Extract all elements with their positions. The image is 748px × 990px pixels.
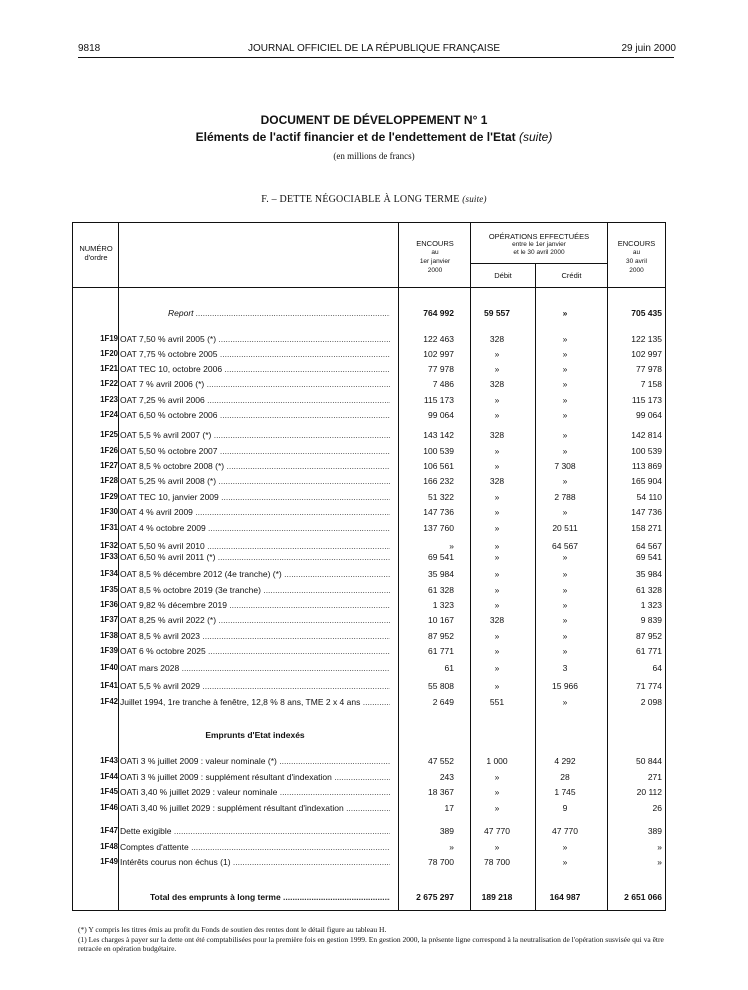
row-encours-start: 7 486 [432, 379, 454, 389]
row-encours-end: 142 814 [631, 430, 662, 440]
header-operations-l1: OPÉRATIONS EFFECTUÉES [488, 232, 590, 241]
row-encours-end: 69 541 [636, 552, 662, 562]
row-encours-end: 20 112 [636, 787, 662, 797]
row-encours-end: 2 098 [640, 697, 662, 707]
row-encours-start: 166 232 [423, 476, 454, 486]
header-encours-end [608, 239, 665, 275]
row-encours-end: 271 [647, 772, 662, 782]
header-encours-start-l1: ENCOURS [416, 239, 454, 248]
table-row [72, 857, 666, 870]
row-debit: » [494, 803, 500, 813]
row-code: 1F33 [100, 552, 118, 561]
row-code: 1F34 [100, 569, 118, 578]
row-code: 1F41 [100, 681, 118, 690]
row-encours-start: 115 173 [423, 395, 454, 405]
table-row [72, 756, 666, 769]
row-label: Intérêts courus non échus (1) ..... [120, 857, 390, 867]
row-encours-start: 18 367 [428, 787, 454, 797]
row-encours-start: 55 808 [428, 681, 454, 691]
row-encours-end: 122 135 [631, 334, 662, 344]
row-encours-start: 51 322 [428, 492, 454, 502]
row-label: OAT TEC 10, octobre 2006 ..... [120, 364, 390, 374]
row-debit: » [494, 631, 500, 641]
row-encours-start: 1 323 [432, 600, 454, 610]
header-operations-l3: et le 30 avril 2000 [513, 249, 565, 256]
header-encours-start [400, 239, 470, 275]
row-credit: » [562, 379, 568, 389]
header-rule [78, 57, 674, 58]
table-row [72, 461, 666, 474]
row-encours-start: 2 675 297 [416, 892, 454, 902]
row-encours-start: 61 771 [428, 646, 454, 656]
row-label: OAT 5,25 % avril 2008 (*) ..... [120, 476, 390, 486]
row-code: 1F32 [100, 541, 118, 550]
row-label: OAT 7,50 % avril 2005 (*) ..... [120, 334, 390, 344]
document-title: DOCUMENT DE DÉVELOPPEMENT N° 1 [260, 113, 488, 127]
row-credit: 47 770 [552, 826, 578, 836]
row-code: 1F48 [100, 842, 118, 851]
table-row [72, 552, 666, 565]
table-row [72, 523, 666, 536]
row-debit: 59 557 [484, 308, 510, 318]
row-label: OAT 5,5 % avril 2007 (*) ..... [120, 430, 390, 440]
table-row [72, 492, 666, 505]
subtitle-suffix: (suite) [518, 130, 553, 144]
header-credit: Crédit [561, 271, 582, 280]
row-code: 1F39 [100, 646, 118, 655]
table-row [72, 803, 666, 816]
row-encours-end: 87 952 [636, 631, 662, 641]
row-encours-start: 243 [439, 772, 454, 782]
row-debit: » [494, 663, 500, 673]
row-credit: 9 [562, 803, 568, 813]
header-encours-end-l4: 2000 [629, 267, 644, 274]
row-label: OAT 5,50 % avril 2010 ..... [120, 541, 390, 551]
row-label: Comptes d'attente ..... [120, 842, 390, 852]
header-numero-line1: NUMÉRO [79, 244, 113, 253]
journal-title: JOURNAL OFFICIEL DE LA RÉPUBLIQUE FRANÇAISE [247, 43, 501, 54]
row-encours-start: 77 978 [428, 364, 454, 374]
row-encours-end: 61 771 [636, 646, 662, 656]
row-debit: » [494, 523, 500, 533]
row-debit: 1 000 [486, 756, 508, 766]
subheading-indexed-loans: Emprunts d'Etat indexés [205, 730, 305, 740]
row-credit: » [562, 395, 568, 405]
row-encours-start: 47 552 [428, 756, 454, 766]
table-bottom-border [72, 910, 666, 911]
header-numero-line2: d'ordre [84, 253, 108, 262]
row-encours-end: 100 539 [631, 446, 662, 456]
row-encours-start: 61 328 [428, 585, 454, 595]
row-credit: » [562, 334, 568, 344]
row-label: OAT 4 % octobre 2009 ..... [120, 523, 390, 533]
subtitle-text: Eléments de l'actif financier et de l'endettement de l'Etat [195, 130, 516, 144]
header-encours-end-l2: au [632, 249, 641, 256]
row-credit: 3 [562, 663, 568, 673]
section-suffix: (suite) [462, 194, 487, 204]
row-credit: » [562, 569, 568, 579]
table-row [72, 842, 666, 855]
row-encours-start: 10 167 [428, 615, 454, 625]
row-label: OATi 3 % juillet 2009 : supplément résultant d'indexation ..... [120, 772, 390, 782]
row-credit: 28 [560, 772, 570, 782]
table-header-border [72, 287, 666, 288]
row-code: 1F28 [100, 476, 118, 485]
row-code: 1F47 [100, 826, 118, 835]
row-encours-end: 389 [647, 826, 662, 836]
row-encours-end: » [657, 857, 662, 867]
table-row [72, 663, 666, 676]
row-credit: 15 966 [552, 681, 578, 691]
table-row [72, 697, 666, 710]
operations-split-rule [470, 263, 607, 264]
row-encours-start: 106 561 [423, 461, 454, 471]
row-encours-start: 17 [444, 803, 454, 813]
row-encours-start: 2 649 [432, 697, 454, 707]
row-credit: » [562, 476, 568, 486]
row-credit: » [562, 631, 568, 641]
row-label: OAT 8,25 % avril 2022 (*) ..... [120, 615, 390, 625]
row-code: 1F49 [100, 857, 118, 866]
row-credit: » [562, 410, 568, 420]
row-debit: » [494, 585, 500, 595]
row-label: OATi 3,40 % juillet 2029 : valeur nominale ..... [120, 787, 390, 797]
row-debit: » [494, 364, 500, 374]
table-row [72, 772, 666, 785]
table-row [72, 681, 666, 694]
table-subheading-row [72, 730, 666, 743]
row-encours-end: 99 064 [636, 410, 662, 420]
row-label: OAT 6,50 % avril 2011 (*) ..... [120, 552, 390, 562]
row-label: OAT 6,50 % octobre 2006 ..... [120, 410, 390, 420]
row-credit: » [562, 349, 568, 359]
row-debit: » [494, 842, 500, 852]
row-encours-end: 35 984 [636, 569, 662, 579]
row-encours-end: 165 904 [631, 476, 662, 486]
row-encours-end: 50 844 [636, 756, 662, 766]
row-code: 1F20 [100, 349, 118, 358]
row-encours-end: 54 110 [636, 492, 662, 502]
row-encours-start: » [449, 541, 454, 551]
row-encours-start: 147 736 [423, 507, 454, 517]
publication-date: 29 juin 2000 [621, 43, 676, 54]
row-code: 1F21 [100, 364, 118, 373]
row-label: OAT 6 % octobre 2025 ..... [120, 646, 390, 656]
row-label: OAT 8,5 % décembre 2012 (4e tranche) (*) ..... [120, 569, 390, 579]
row-debit: » [494, 395, 500, 405]
table-row [72, 787, 666, 800]
section-text: F. – DETTE NÉGOCIABLE À LONG TERME [261, 194, 460, 205]
row-code: 1F29 [100, 492, 118, 501]
row-code: 1F42 [100, 697, 118, 706]
header-operations-l2: entre le 1er janvier [512, 241, 566, 248]
row-debit: » [494, 446, 500, 456]
row-encours-start: 99 064 [428, 410, 454, 420]
header-encours-start-l2: au [431, 249, 439, 256]
table-row [72, 379, 666, 392]
row-label: OAT TEC 10, janvier 2009 ..... [120, 492, 390, 502]
row-credit: 20 511 [552, 523, 578, 533]
row-label: OATi 3 % juillet 2009 : valeur nominale (*) ..... [120, 756, 390, 766]
header-debit: Débit [494, 271, 512, 280]
row-credit: » [562, 615, 568, 625]
row-credit: » [562, 430, 568, 440]
row-encours-end: 2 651 066 [624, 892, 662, 902]
row-code: 1F35 [100, 585, 118, 594]
row-label: OAT 9,82 % décembre 2019 ..... [120, 600, 390, 610]
row-code: 1F30 [100, 507, 118, 516]
row-code: 1F31 [100, 523, 118, 532]
row-debit: 328 [489, 379, 505, 389]
header-encours-end-l3: 30 avril [626, 258, 647, 265]
row-encours-start: 389 [439, 826, 454, 836]
row-encours-start: 143 142 [423, 430, 454, 440]
row-code: 1F19 [100, 334, 118, 343]
row-code: 1F43 [100, 756, 118, 765]
unit-note: (en millions de francs) [333, 151, 415, 161]
row-label: Report ..... [120, 308, 390, 318]
row-debit: 78 700 [484, 857, 510, 867]
row-label: OAT 7 % avril 2006 (*) ..... [120, 379, 390, 389]
row-encours-start: 122 463 [423, 334, 454, 344]
row-credit: » [562, 308, 568, 318]
row-code: 1F44 [100, 772, 118, 781]
row-debit: » [494, 681, 500, 691]
row-encours-end: 705 435 [631, 308, 662, 318]
row-debit: » [494, 410, 500, 420]
row-label: OAT 4 % avril 2009 ..... [120, 507, 390, 517]
row-label: OAT mars 2028 ..... [120, 663, 390, 673]
row-encours-end: 71 774 [636, 681, 662, 691]
table-row [72, 395, 666, 408]
row-encours-end: 1 323 [640, 600, 662, 610]
row-encours-start: 87 952 [428, 631, 454, 641]
row-encours-end: 113 869 [631, 461, 662, 471]
table-row [72, 308, 666, 321]
row-label: OATi 3,40 % juillet 2029 : supplément résultant d'indexation ..... [120, 803, 390, 813]
header-encours-end-l1: ENCOURS [617, 239, 656, 248]
row-encours-start: 137 760 [423, 523, 454, 533]
footnote-one: (1) Les charges à payer sur la dette ont été comptabilisées pour la première fois en gestion 1999. En gestion 2000, la présente ligne correspond à la neutralisation de l'opération susvisée qui va être retracée en opération budgétaire. [78, 935, 664, 953]
row-encours-end: 115 173 [631, 395, 662, 405]
row-code: 1F24 [100, 410, 118, 419]
row-encours-end: 102 997 [631, 349, 662, 359]
table-row [72, 364, 666, 377]
row-code: 1F37 [100, 615, 118, 624]
row-encours-end: 158 271 [631, 523, 662, 533]
row-debit: » [494, 507, 500, 517]
row-code: 1F26 [100, 446, 118, 455]
row-credit: » [562, 646, 568, 656]
row-code: 1F46 [100, 803, 118, 812]
row-encours-start: 102 997 [423, 349, 454, 359]
table-row [72, 631, 666, 644]
row-credit: » [562, 552, 568, 562]
row-encours-start: 764 992 [423, 308, 454, 318]
header-numero [74, 244, 118, 262]
row-credit: 2 788 [554, 492, 576, 502]
row-code: 1F40 [100, 663, 118, 672]
row-debit: 551 [489, 697, 505, 707]
row-debit: » [494, 349, 500, 359]
row-encours-start: 78 700 [428, 857, 454, 867]
row-encours-start: 100 539 [423, 446, 454, 456]
table-row [72, 334, 666, 347]
header-operations [471, 232, 607, 257]
row-credit: 164 987 [549, 892, 581, 902]
table-row [72, 349, 666, 362]
table-row [72, 600, 666, 613]
row-credit: » [562, 585, 568, 595]
row-label: OAT 8,5 % octobre 2008 (*) ..... [120, 461, 390, 471]
row-credit: 1 745 [554, 787, 576, 797]
row-encours-end: 9 839 [640, 615, 662, 625]
row-debit: 328 [489, 615, 505, 625]
row-debit: 189 218 [481, 892, 513, 902]
row-encours-start: 61 [444, 663, 454, 673]
row-label: Juillet 1994, 1re tranche à fenêtre, 12,8 % 8 ans, TME 2 x 4 ans ..... [120, 697, 390, 707]
table-row [72, 476, 666, 489]
row-encours-end: 61 328 [636, 585, 662, 595]
row-encours-start: 69 541 [428, 552, 454, 562]
row-credit: 64 567 [552, 541, 578, 551]
row-code: 1F36 [100, 600, 118, 609]
row-credit: » [562, 507, 568, 517]
row-encours-start: » [449, 842, 454, 852]
row-debit: » [494, 541, 500, 551]
row-code: 1F45 [100, 787, 118, 796]
page-number: 9818 [78, 43, 101, 54]
row-label: OAT 7,75 % octobre 2005 ..... [120, 349, 390, 359]
row-encours-end: 77 978 [636, 364, 662, 374]
row-label: OAT 5,50 % octobre 2007 ..... [120, 446, 390, 456]
row-debit: 328 [489, 476, 505, 486]
row-credit: 4 292 [554, 756, 576, 766]
table-row [72, 507, 666, 520]
row-credit: » [562, 697, 568, 707]
row-encours-end: 26 [652, 803, 662, 813]
row-debit: » [494, 552, 500, 562]
row-credit: » [562, 446, 568, 456]
row-debit: » [494, 461, 500, 471]
row-encours-end: 64 [652, 663, 662, 673]
row-credit: » [562, 842, 568, 852]
document-subtitle [0, 130, 748, 144]
table-row [72, 569, 666, 582]
table-top-border [72, 222, 666, 223]
row-debit: » [494, 492, 500, 502]
table-row [72, 646, 666, 659]
row-encours-start: 35 984 [428, 569, 454, 579]
row-code: 1F38 [100, 631, 118, 640]
row-label: Total des emprunts à long terme ..... [120, 892, 390, 902]
row-debit: 47 770 [484, 826, 510, 836]
row-label: OAT 8,5 % avril 2023 ..... [120, 631, 390, 641]
row-credit: » [562, 600, 568, 610]
table-row [72, 615, 666, 628]
row-code: 1F22 [100, 379, 118, 388]
row-label: OAT 7,25 % avril 2006 ..... [120, 395, 390, 405]
row-encours-end: » [657, 842, 662, 852]
row-debit: » [494, 787, 500, 797]
row-encours-end: 64 567 [636, 541, 662, 551]
header-encours-start-l3: 1er janvier [419, 258, 451, 265]
row-debit: 328 [489, 430, 505, 440]
table-row [72, 826, 666, 839]
row-debit: » [494, 772, 500, 782]
row-label: Dette exigible ..... [120, 826, 390, 836]
row-encours-end: 147 736 [631, 507, 662, 517]
row-label: OAT 8,5 % octobre 2019 (3e tranche) ..... [120, 585, 390, 595]
header-encours-start-l4: 2000 [427, 267, 443, 274]
table-row [72, 410, 666, 423]
table-total-row [72, 892, 666, 905]
table-row [72, 430, 666, 443]
row-credit: » [562, 857, 568, 867]
footnote-star: (*) Y compris les titres émis au profit du Fonds de soutien des rentes dont le détail figure au tableau H. [78, 925, 387, 934]
row-debit: 328 [489, 334, 505, 344]
row-credit: 7 308 [554, 461, 576, 471]
table-row [72, 446, 666, 459]
row-debit: » [494, 569, 500, 579]
row-label: OAT 5,5 % avril 2029 ..... [120, 681, 390, 691]
row-credit: » [562, 364, 568, 374]
row-code: 1F23 [100, 395, 118, 404]
row-code: 1F27 [100, 461, 118, 470]
section-title [0, 194, 748, 205]
table-row [72, 585, 666, 598]
row-code: 1F25 [100, 430, 118, 439]
row-debit: » [494, 600, 500, 610]
row-debit: » [494, 646, 500, 656]
row-encours-end: 7 158 [640, 379, 662, 389]
